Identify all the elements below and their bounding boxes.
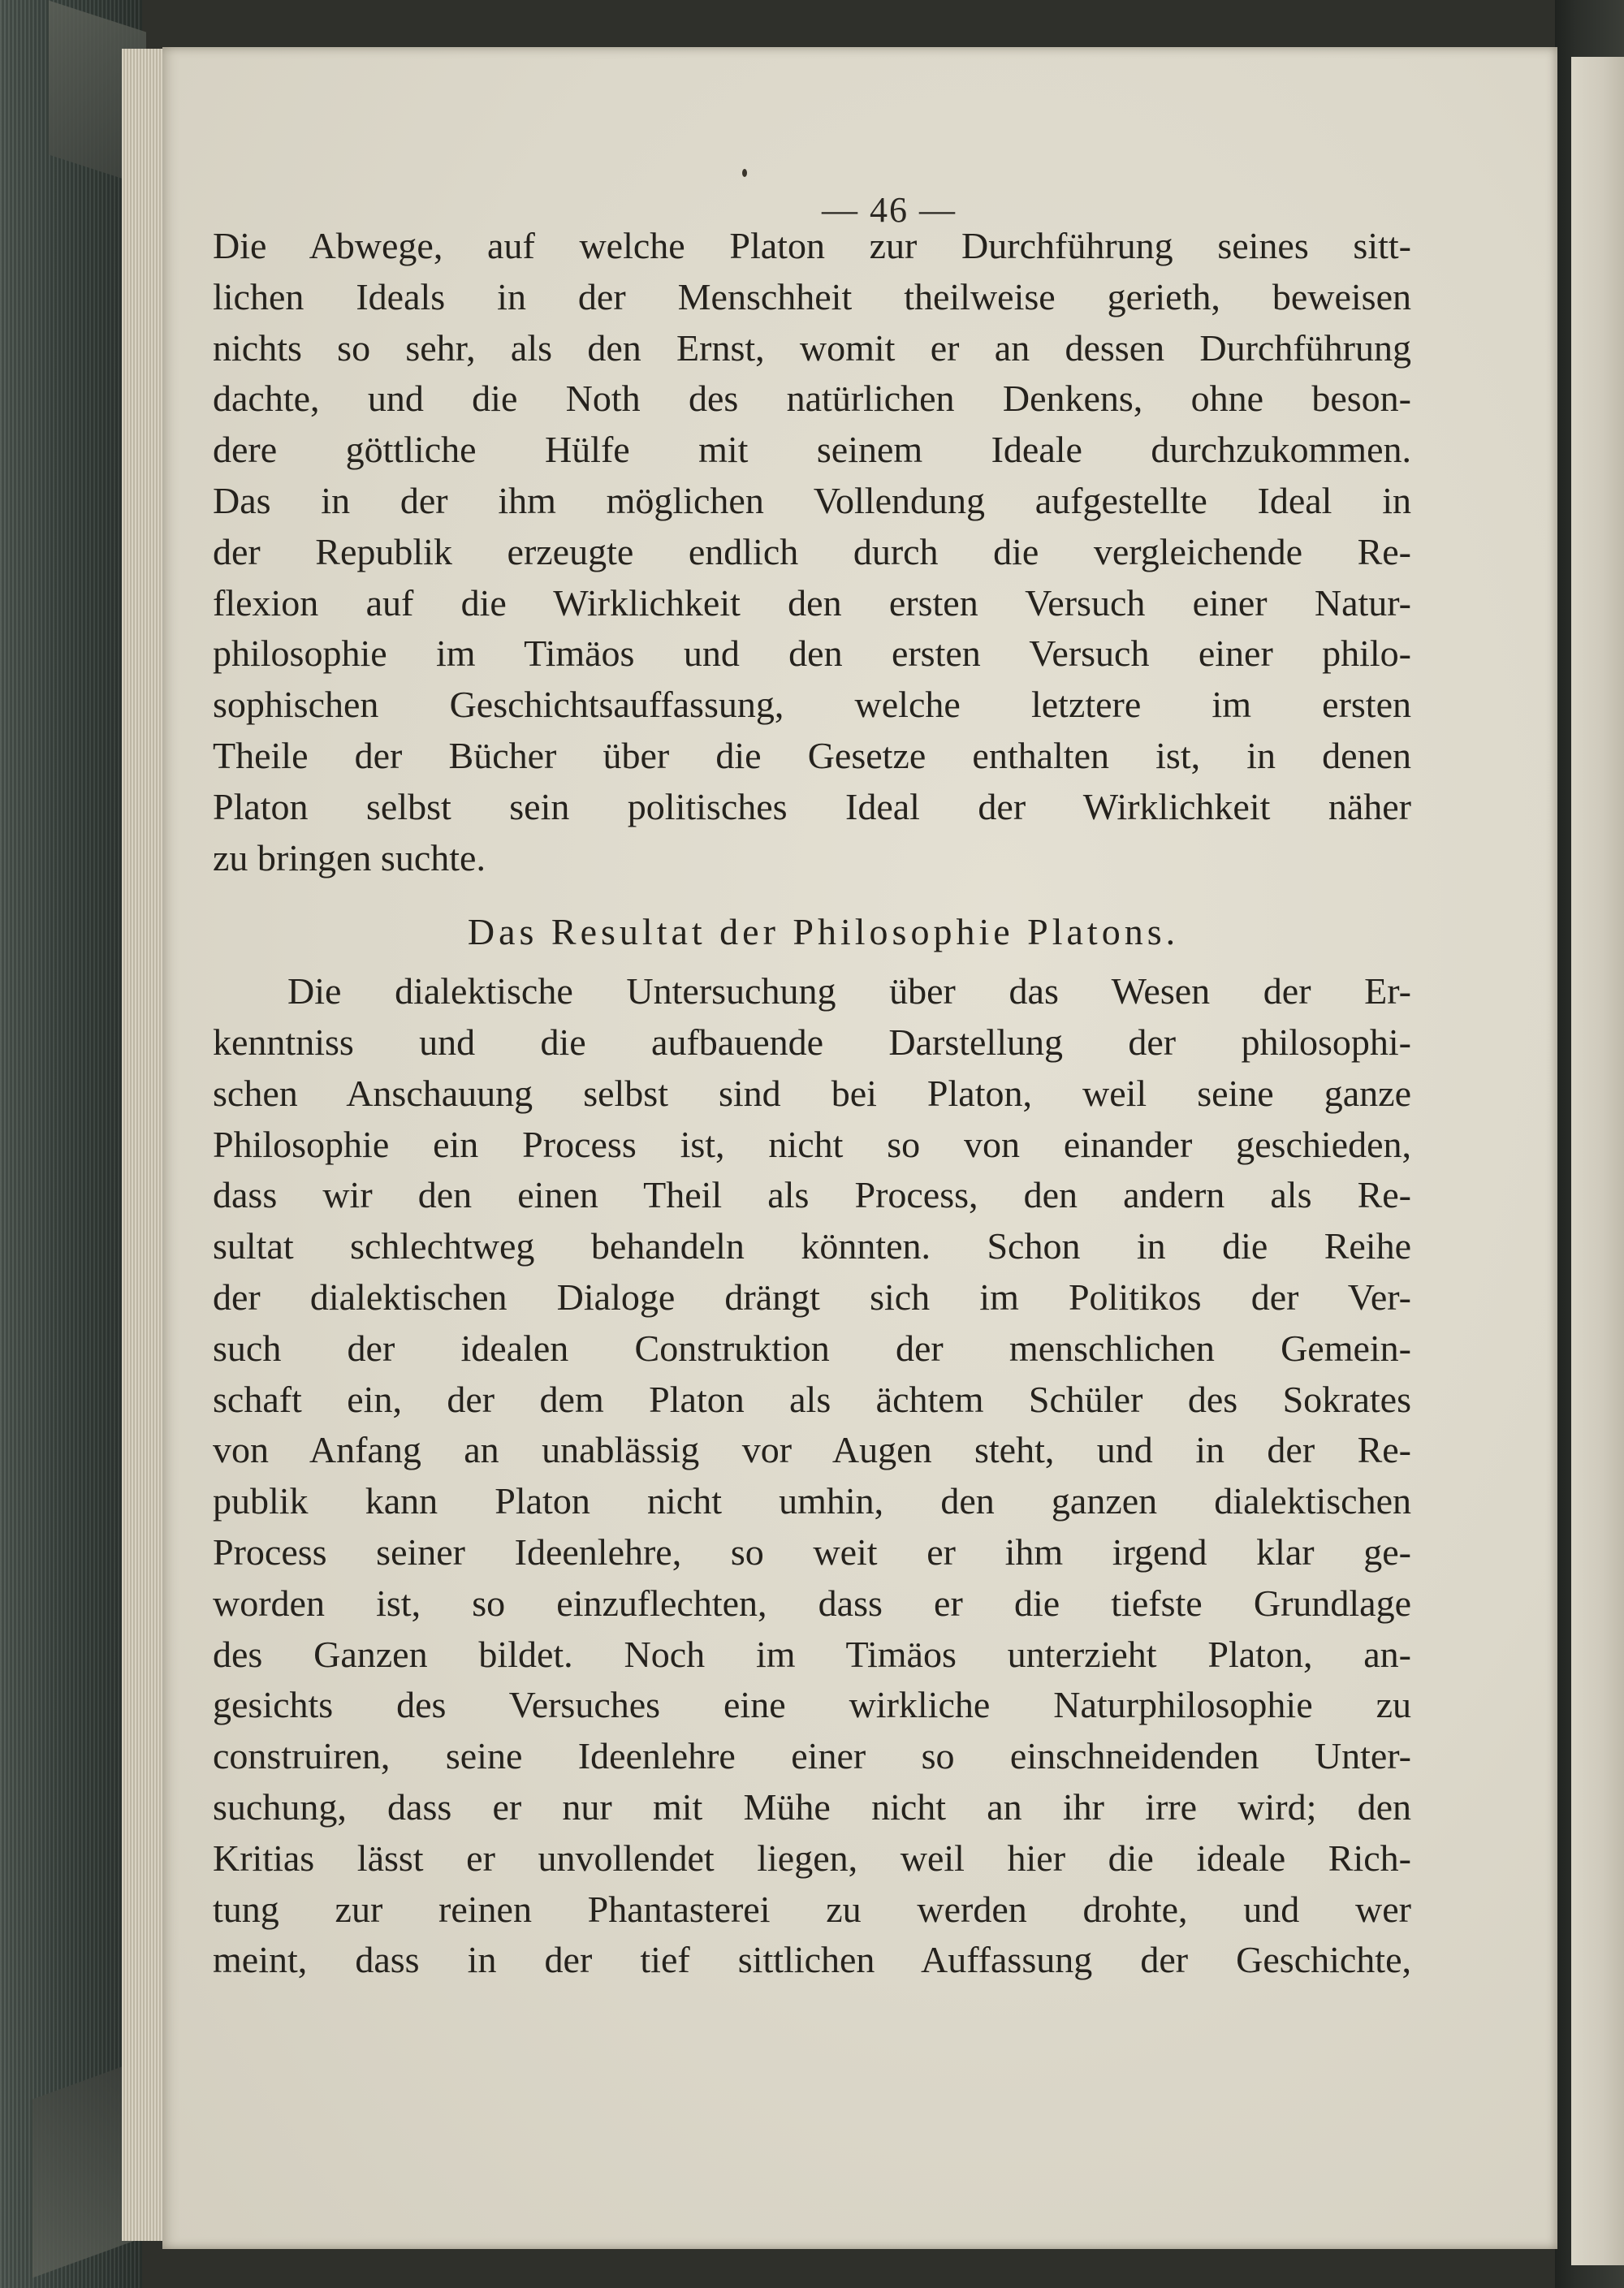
text-line: des Ganzen bildet. Noch im Timäos unterzieht Platon, an- bbox=[213, 1633, 1411, 1675]
text-line: zu bringen suchte. bbox=[213, 836, 486, 879]
text-line: Die dialektische Untersuchung über das Wesen der Er- bbox=[287, 970, 1411, 1012]
left-cover-binding bbox=[0, 0, 142, 2288]
page-text bbox=[213, 221, 1411, 1986]
text-line: Theile der Bücher über die Gesetze enthalten ist, in denen bbox=[213, 734, 1411, 776]
paper-speck bbox=[742, 169, 747, 177]
text-line: Das in der ihm möglichen Vollendung aufgestellte Ideal in bbox=[213, 479, 1411, 521]
text-line: Kritias lässt er unvollendet liegen, weil hier die ideale Rich- bbox=[213, 1837, 1411, 1879]
text-line: lichen Ideals in der Menschheit theilweise gerieth, beweisen bbox=[213, 275, 1411, 317]
paragraph-2 bbox=[213, 966, 1411, 1986]
text-line: sophischen Geschichtsauffassung, welche letztere im ersten bbox=[213, 684, 1411, 726]
text-line: schaft ein, der dem Platon als ächtem Schüler des Sokrates bbox=[213, 1378, 1411, 1420]
page-number: — 46 — bbox=[822, 190, 957, 230]
facing-page-edge bbox=[1571, 57, 1624, 2265]
text-line: schen Anschauung selbst sind bei Platon, weil seine ganze bbox=[213, 1072, 1411, 1114]
text-line: flexion auf die Wirklichkeit den ersten Versuch einer Natur- bbox=[213, 581, 1411, 624]
text-line: meint, dass in der tief sittlichen Auffassung der Geschichte, bbox=[213, 1939, 1411, 1981]
text-line: dere göttliche Hülfe mit seinem Ideale durchzukommen. bbox=[213, 429, 1411, 471]
text-line: gesichts des Versuches eine wirkliche Naturphilosophie zu bbox=[213, 1684, 1411, 1726]
text-line: tung zur reinen Phantasterei zu werden drohte, und wer bbox=[213, 1888, 1411, 1930]
text-line: Die Abwege, auf welche Platon zur Durchführung seines sitt- bbox=[213, 225, 1411, 266]
text-line: nichts so sehr, als den Ernst, womit er an dessen Durchführung bbox=[213, 326, 1411, 369]
text-line: Process seiner Ideenlehre, so weit er ihm irgend klar ge- bbox=[213, 1530, 1411, 1573]
text-line: Philosophie ein Process ist, nicht so von einander geschieden, bbox=[213, 1123, 1411, 1165]
text-line: der Republik erzeugte endlich durch die vergleichende Re- bbox=[213, 530, 1411, 572]
text-line: Platon selbst sein politisches Ideal der Wirklichkeit näher bbox=[213, 785, 1411, 827]
text-line: der dialektischen Dialoge drängt sich im Politikos der Ver- bbox=[213, 1276, 1411, 1318]
text-line: dass wir den einen Theil als Process, den andern als Re- bbox=[213, 1174, 1411, 1216]
section-heading: Das Resultat der Philosophie Platons. bbox=[467, 911, 1180, 953]
text-line: publik kann Platon nicht umhin, den ganzen dialektischen bbox=[213, 1480, 1411, 1522]
paragraph-1 bbox=[213, 221, 1411, 883]
text-line: construiren, seine Ideenlehre einer so einschneidenden Unter- bbox=[213, 1735, 1411, 1777]
text-line: such der idealen Construktion der menschlichen Gemein- bbox=[213, 1327, 1411, 1369]
text-line: kenntniss und die aufbauende Darstellung der philosophi- bbox=[213, 1021, 1411, 1063]
text-line: suchung, dass er nur mit Mühe nicht an ihr irre wird; den bbox=[213, 1785, 1411, 1828]
text-line: sultat schlechtweg behandeln könnten. Schon in die Reihe bbox=[213, 1225, 1411, 1267]
text-line: dachte, und die Noth des natürlichen Denkens, ohne beson- bbox=[213, 378, 1411, 420]
text-line: von Anfang an unablässig vor Augen steht, und in der Re- bbox=[213, 1429, 1411, 1471]
text-line: philosophie im Timäos und den ersten Versuch einer philo- bbox=[213, 632, 1411, 675]
text-line: worden ist, so einzuflechten, dass er die tiefste Grundlage bbox=[213, 1582, 1411, 1624]
